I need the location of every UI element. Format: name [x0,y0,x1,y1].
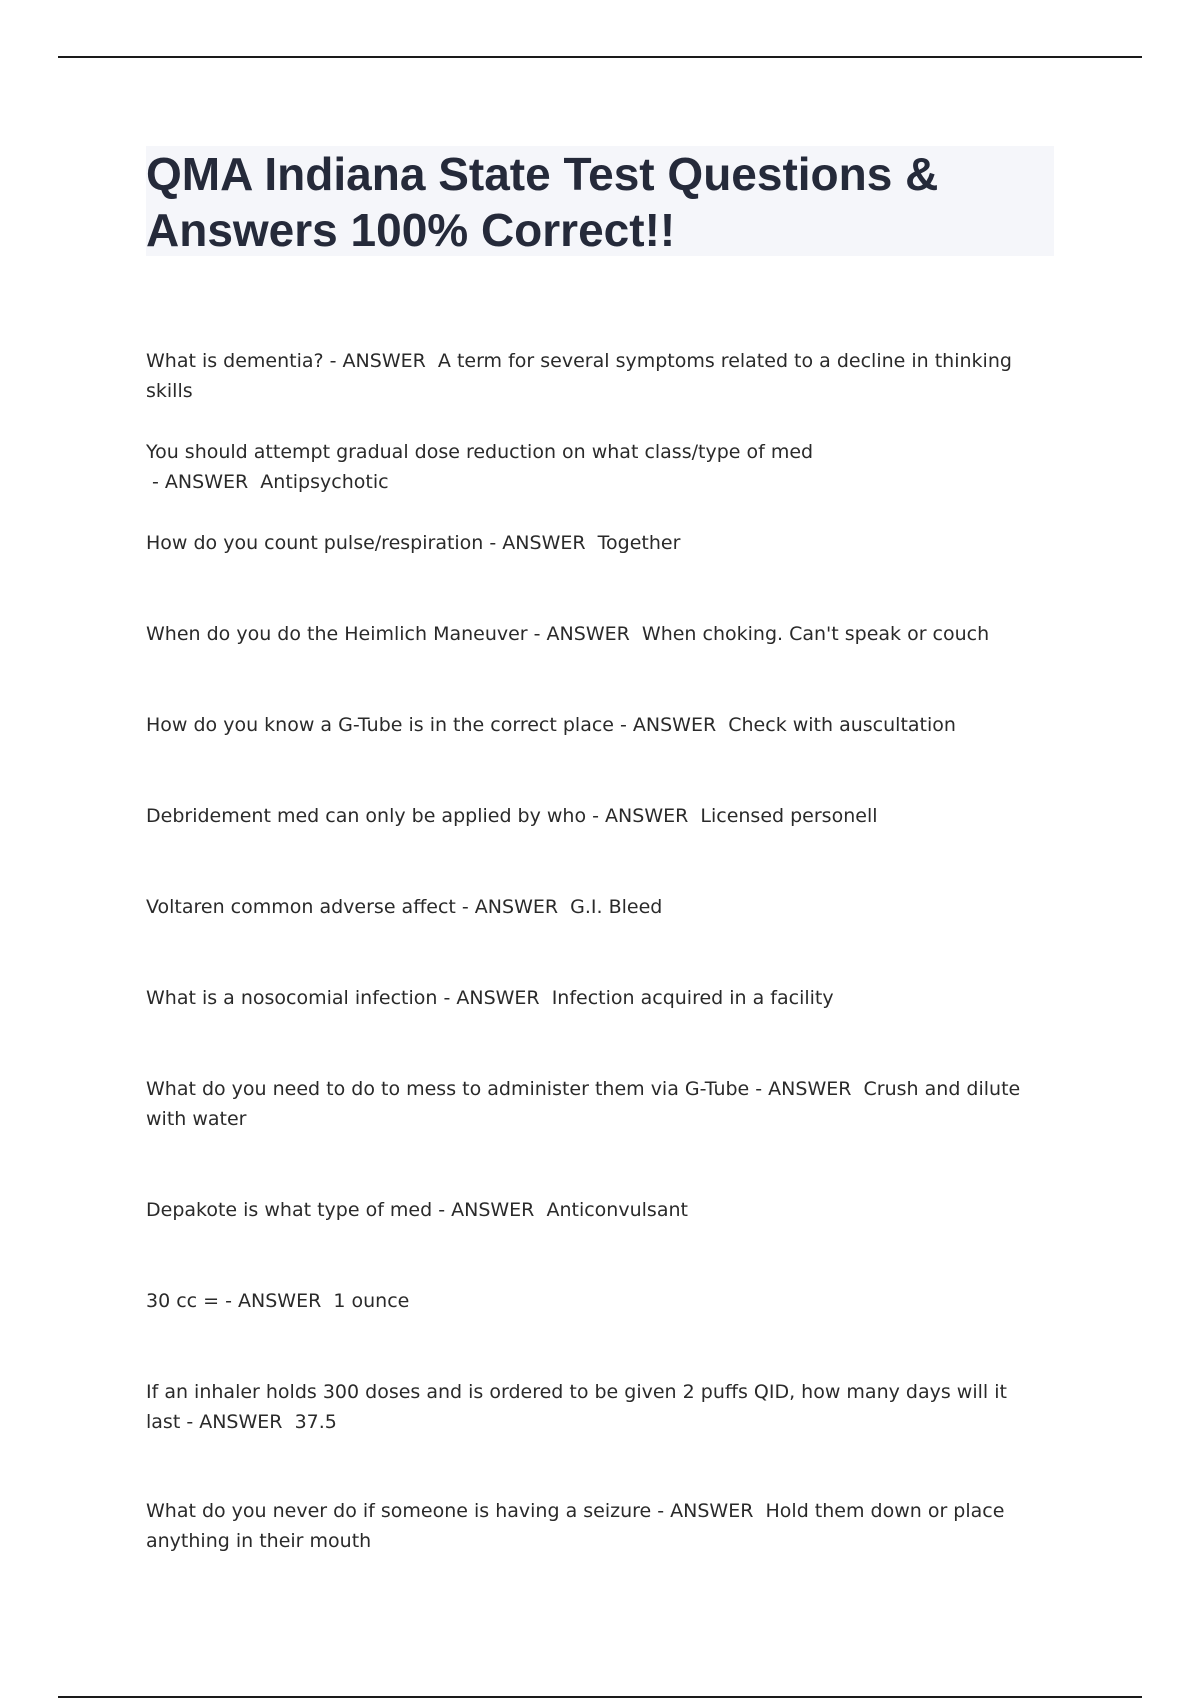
answer-label: - ANSWER [586,805,701,827]
answer: When choking. Can't speak or couch [641,623,990,645]
list-item [146,983,1046,1074]
answer: 1 ounce [333,1290,410,1312]
answer-label: - ANSWER [455,896,571,918]
answer-label: - ANSWER [219,1290,334,1312]
list-item [146,528,1046,619]
list-item [146,1074,1046,1195]
qa-text [146,528,1046,558]
answer-label: - ANSWER [527,623,642,645]
answer-label: - ANSWER [180,1411,295,1433]
qa-text [146,1286,1046,1316]
qa-text [146,801,1046,831]
list-item [146,801,1046,892]
answer: Together [597,532,681,554]
question: What do you need to do to mess to administer them via G-Tube [146,1078,750,1100]
list-item [146,1286,1046,1377]
answer: Antipsychotic [260,471,389,493]
qa-text [146,1496,1046,1556]
answer-label: - ANSWER [432,1199,547,1221]
question: How do you know a G-Tube is in the correct place [146,714,614,736]
question: Depakote is what type of med [146,1199,433,1221]
answer-label: - ANSWER [146,471,261,493]
answer: G.I. Bleed [570,896,663,918]
qa-text [146,437,1046,497]
list-item [146,1496,1046,1576]
question: What is dementia? [146,350,324,372]
answer: 37.5 [294,1411,337,1433]
question: When do you do the Heimlich Maneuver [146,623,528,645]
title-banner [146,146,1054,256]
answer-label: - ANSWER [323,350,438,372]
qa-text [146,983,1046,1013]
list-item [146,1195,1046,1286]
answer: Infection acquired in a facility [551,987,834,1009]
question: What do you never do if someone is having a seizure [146,1500,652,1522]
list-item [146,619,1046,710]
list-item [146,892,1046,983]
answer: Hold them down or place anything in their mouth [146,1500,1005,1552]
qa-text [146,619,1046,649]
header-rule [58,56,1142,58]
answer-label: - ANSWER [749,1078,864,1100]
qa-list [146,346,1046,1576]
answer-label: - ANSWER [437,987,552,1009]
qa-text [146,710,1046,740]
question: What is a nosocomial infection [146,987,438,1009]
qa-text [146,1195,1046,1225]
footer-rule [58,1696,1142,1698]
question: How do you count pulse/respiration [146,532,484,554]
answer: Anticonvulsant [546,1199,688,1221]
answer: Crush and dilute with water [146,1078,1021,1130]
question: Debridement med can only be applied by who [146,805,587,827]
question: If an inhaler holds 300 doses and is ordered to be given 2 puffs QID, how many days will it last [146,1381,1007,1433]
question: 30 cc = [146,1290,220,1312]
answer-label: - ANSWER [613,714,729,736]
answer: Check with auscultation [728,714,956,736]
document-title: QMA Indiana State Test Questions & Answers 100% Correct!! [146,148,939,256]
qa-text [146,892,1046,922]
question: Voltaren common adverse affect [146,896,456,918]
answer: Licensed personell [700,805,878,827]
qa-text [146,1074,1046,1134]
list-item [146,437,1046,528]
question: You should attempt gradual dose reduction on what class/type of med [146,441,814,463]
qa-text [146,346,1046,406]
list-item [146,346,1046,437]
answer: A term for several symptoms related to a decline in thinking skills [146,350,1012,402]
answer-label: - ANSWER [483,532,598,554]
answer-label: - ANSWER [651,1500,766,1522]
qa-text [146,1377,1046,1437]
list-item [146,1377,1046,1496]
list-item [146,710,1046,801]
